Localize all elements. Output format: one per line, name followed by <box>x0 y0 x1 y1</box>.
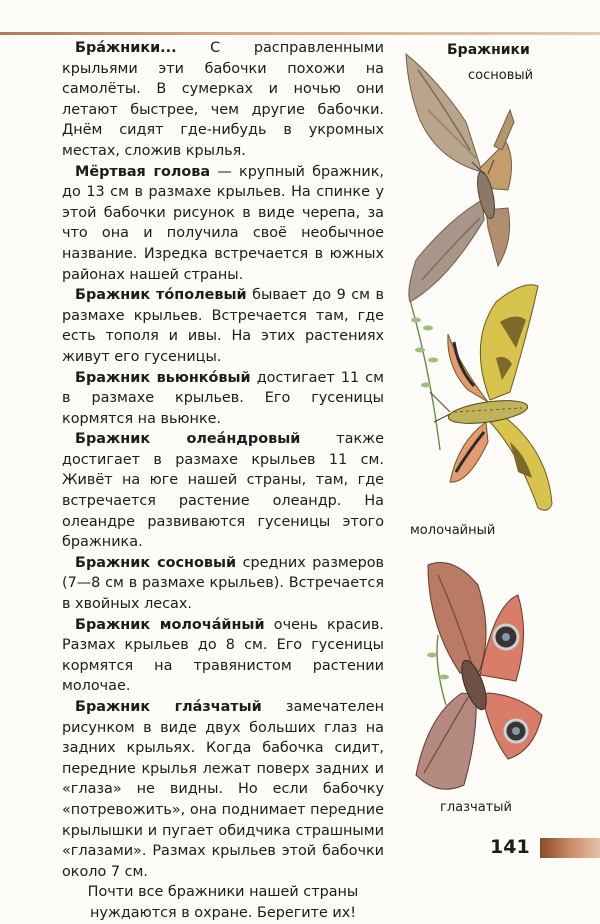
paragraph-poplar: Бражник то́полевый бывает до 9 см в размахе крыльев. Встречается там, где есть тополя и ивы. На этих растениях живут его гусеницы. <box>62 287 384 365</box>
paragraph-deaths-head: Мёртвая голова — крупный бражник, до 13 см в размахе крыльев. На спинке у этой бабочки рисунок в виде черепа, за что она и получила своё необычное название. Изредка встречается в южных районах нашей страны. <box>62 163 384 283</box>
term-spurge: Бражник молоча́йный <box>75 616 265 633</box>
spurge-hawkmoth-illustration <box>398 272 558 522</box>
paragraph-intro: Бра́жники... С расправленными крыльями эти бабочки похожи на самолёты. В сумерках и ночью они летают быстрее, чем другие бабочки. Днём сидят где-нибудь в укромных местах, сложив крылья. <box>62 40 384 159</box>
paragraph-conclusion: Почти все бражники нашей страны нуждаются в охране. Берегите их! <box>87 884 359 921</box>
term-poplar: Бражник то́полевый <box>75 287 247 304</box>
label-eyed: глазчатый <box>440 800 512 815</box>
term-convolvulus: Бражник вьюнко́вый <box>75 369 251 386</box>
eyed-hawkmoth-illustration <box>398 545 558 810</box>
main-text <box>62 38 384 924</box>
term-pine: Бражник сосновый <box>75 554 237 571</box>
page-number-bar <box>540 838 600 858</box>
term-eyed: Бражник гла́зчатый <box>75 699 262 715</box>
term-deaths-head: Мёртвая голова <box>75 163 211 180</box>
term-hawkmoths: Бра́жники... <box>75 40 177 56</box>
illustration-title: Бражники <box>447 42 530 58</box>
label-pine: сосновый <box>468 68 534 83</box>
page-number: 141 <box>490 836 530 858</box>
paragraph-pine: Бражник сосновый средних размеров (7—8 см в размахе крыльев). Встречается в хвойных лесах. <box>62 554 385 613</box>
term-oleander: Бражник олеа́ндровый <box>75 431 301 448</box>
top-rule <box>0 32 600 35</box>
paragraph-oleander: Бражник олеа́ндровый также достигает в размахе крыльев 11 см. Живёт на юге нашей страны, там, где встречается растение олеандр. На олеандре развиваются гусеницы этого бражника. <box>62 431 384 551</box>
paragraph-convolvulus: Бражник вьюнко́вый достигает 11 см в размахе крыльев. Его гусеницы кормятся на вьюнке. <box>62 369 384 427</box>
label-spurge: молочайный <box>410 523 496 538</box>
paragraph-eyed: Бражник гла́зчатый замечателен рисунком в виде двух больших глаз на задних крыльях. Когда бабочка сидит, передние крылья лежат поверх задних и «глаза» не видны. Но если бабочку «потревожить», она поднимает передние крылышки и пугает обидчика страшными «глазами». Размах крыльев этой бабочки около 7 см. <box>62 699 384 880</box>
paragraph-spurge: Бражник молоча́йный очень красив. Размах крыльев до 8 см. Его гусеницы кормятся на травянистом растении молочае. <box>62 616 384 695</box>
